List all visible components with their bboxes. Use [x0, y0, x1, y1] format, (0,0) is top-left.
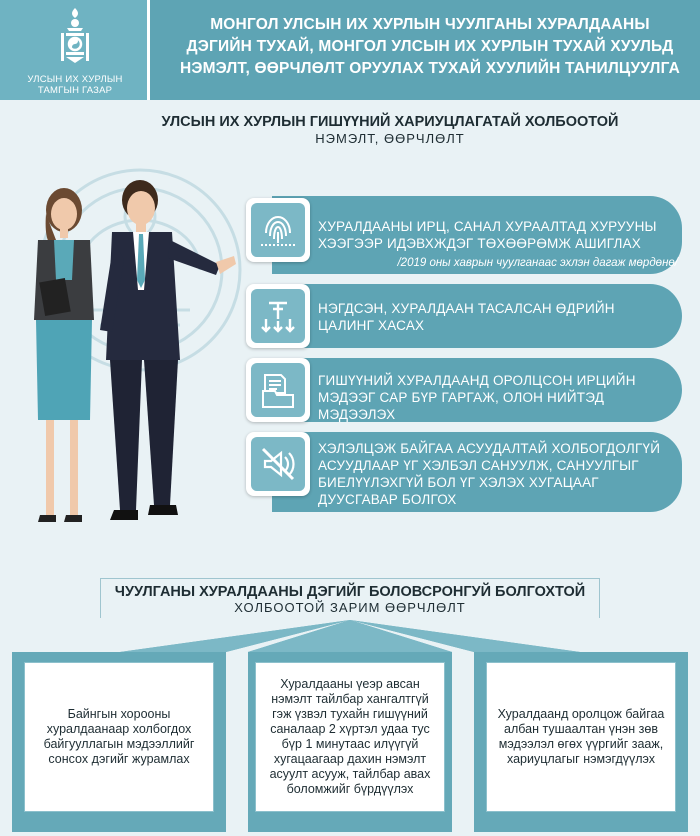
logo-block: [0, 0, 150, 100]
logo-text: [0, 74, 150, 96]
woman-figure: [34, 188, 94, 522]
item-salary-text: [318, 300, 678, 334]
item-speech-text: [318, 440, 678, 508]
change-box-1: [24, 662, 214, 812]
header-banner: [0, 0, 700, 100]
item-speech-icon-box: [246, 432, 310, 496]
muted-megaphone-icon: [251, 437, 305, 491]
logo-line-2: ТАМГЫН ГАЗАР: [37, 85, 113, 96]
logo-line-1: УЛСЫН ИХ ХУРЛЫН: [27, 74, 123, 85]
man-figure: [100, 180, 236, 520]
item-fingerprint-text: [318, 218, 678, 252]
section1-title: УЛСЫН ИХ ХУРЛЫН ГИШҮҮНИЙ ХАРИУЦЛАГАТАЙ ХОЛБООТОЙ: [161, 114, 619, 130]
section2-subtitle: ХОЛБООТОЙ ЗАРИМ ӨӨРЧЛӨЛТ: [234, 600, 466, 615]
business-people-illustration: [20, 170, 250, 550]
change-box-2: [255, 662, 445, 812]
change-box-1-text: Байнгын хорооны хуралдаанаар холбогдох байгууллагын мэдээллийг сонсох дэгийг журамлах: [43, 707, 195, 766]
item-salary-line-2: ЦАЛИНГ ХАСАХ: [318, 318, 425, 333]
item-attendance-icon-box: [246, 358, 310, 422]
item-attendance-text: [318, 372, 678, 423]
change-box-3-text: Хуралдаанд оролцож байгаа албан тушаалтан үнэн зөв мэдээлэл өгөх үүргийг зааж, хариуцлагыг нэмэгдүүлэх: [497, 707, 665, 766]
item-attendance-line-2: МЭДЭЭГ САР БҮР ГАРГАЖ, ОЛОН НИЙТЭД: [318, 390, 605, 405]
item-speech-line-3: БИЕЛҮҮЛЭХГҮЙ БОЛ ҮГ ХЭЛЭХ ХУГАЦААГ: [318, 475, 599, 490]
fingerprint-icon: [251, 203, 305, 257]
item-attendance-line-1: ГИШҮҮНИЙ ХУРАЛДААНД ОРОЛЦСОН ИРЦИЙН: [318, 373, 636, 388]
section1-subtitle: НЭМЭЛТ, ӨӨРЧЛӨЛТ: [315, 131, 465, 146]
item-fingerprint-line-2: ХЭЭГЭЭР ИДЭВХЖДЭГ ТӨХӨӨРӨМЖ АШИГЛАХ: [318, 236, 641, 251]
item-speech-line-1: ХЭЛЭЛЦЭЖ БАЙГАА АСУУДАЛТАЙ ХОЛБОГДОЛГҮЙ: [318, 441, 661, 456]
title-line-3: НЭМЭЛТ, ӨӨРЧЛӨЛТ ОРУУЛАХ ТУХАЙ ХУУЛИЙН ТАНИЛЦУУЛГА: [179, 60, 681, 77]
item-speech-line-4: ДУУСГАВАР БОЛГОХ: [318, 492, 457, 507]
item-salary-line-1: НЭГДСЭН, ХУРАЛДААН ТАСАЛСАН ӨДРИЙН: [318, 301, 615, 316]
page-title: [170, 14, 690, 80]
title-line-1: МОНГОЛ УЛСЫН ИХ ХУРЛЫН ЧУУЛГАНЫ ХУРАЛДААНЫ: [210, 16, 650, 33]
salary-cut-icon: [251, 289, 305, 343]
change-box-3: [486, 662, 676, 812]
section2-title: ЧУУЛГАНЫ ХУРАЛДААНЫ ДЭГИЙГ БОЛОВСРОНГУЙ БОЛГОХТОЙ: [114, 584, 586, 600]
soyombo-emblem-icon: [53, 6, 97, 68]
item-salary-icon-box: [246, 284, 310, 348]
item-fingerprint-line-1: ХУРАЛДААНЫ ИРЦ, САНАЛ ХУРААЛТАД ХУРУУНЫ: [318, 219, 657, 234]
item-attendance-line-3: МЭДЭЭЛЭХ: [318, 407, 396, 422]
item-fingerprint-icon-box: [246, 198, 310, 262]
title-line-2: ДЭГИЙН ТУХАЙ, МОНГОЛ УЛСЫН ИХ ХУРЛЫН ТУХАЙ ХУУЛЬД: [186, 38, 674, 55]
documents-folder-icon: [251, 363, 305, 417]
item-fingerprint-note: /2019 оны хаврын чуулганаас эхлэн дагаж мөрдөнө/: [397, 257, 678, 269]
item-speech-line-2: АСУУДЛААР ҮГ ХЭЛБЭЛ САНУУЛЖ, САНУУЛГЫГ: [318, 458, 639, 473]
change-box-2-text: Хуралдааны үеэр авсан нэмэлт тайлбар хангалтгүй гэж үзвэл тухайн гишүүний саналаар 2 хүртэл удаа тус бүр 1 минутаас илүүгүй хугацаагаар дахин нэмэлт асуулт асууж, тайлбар авах боломжийг бүрдүүлэх: [269, 677, 431, 796]
